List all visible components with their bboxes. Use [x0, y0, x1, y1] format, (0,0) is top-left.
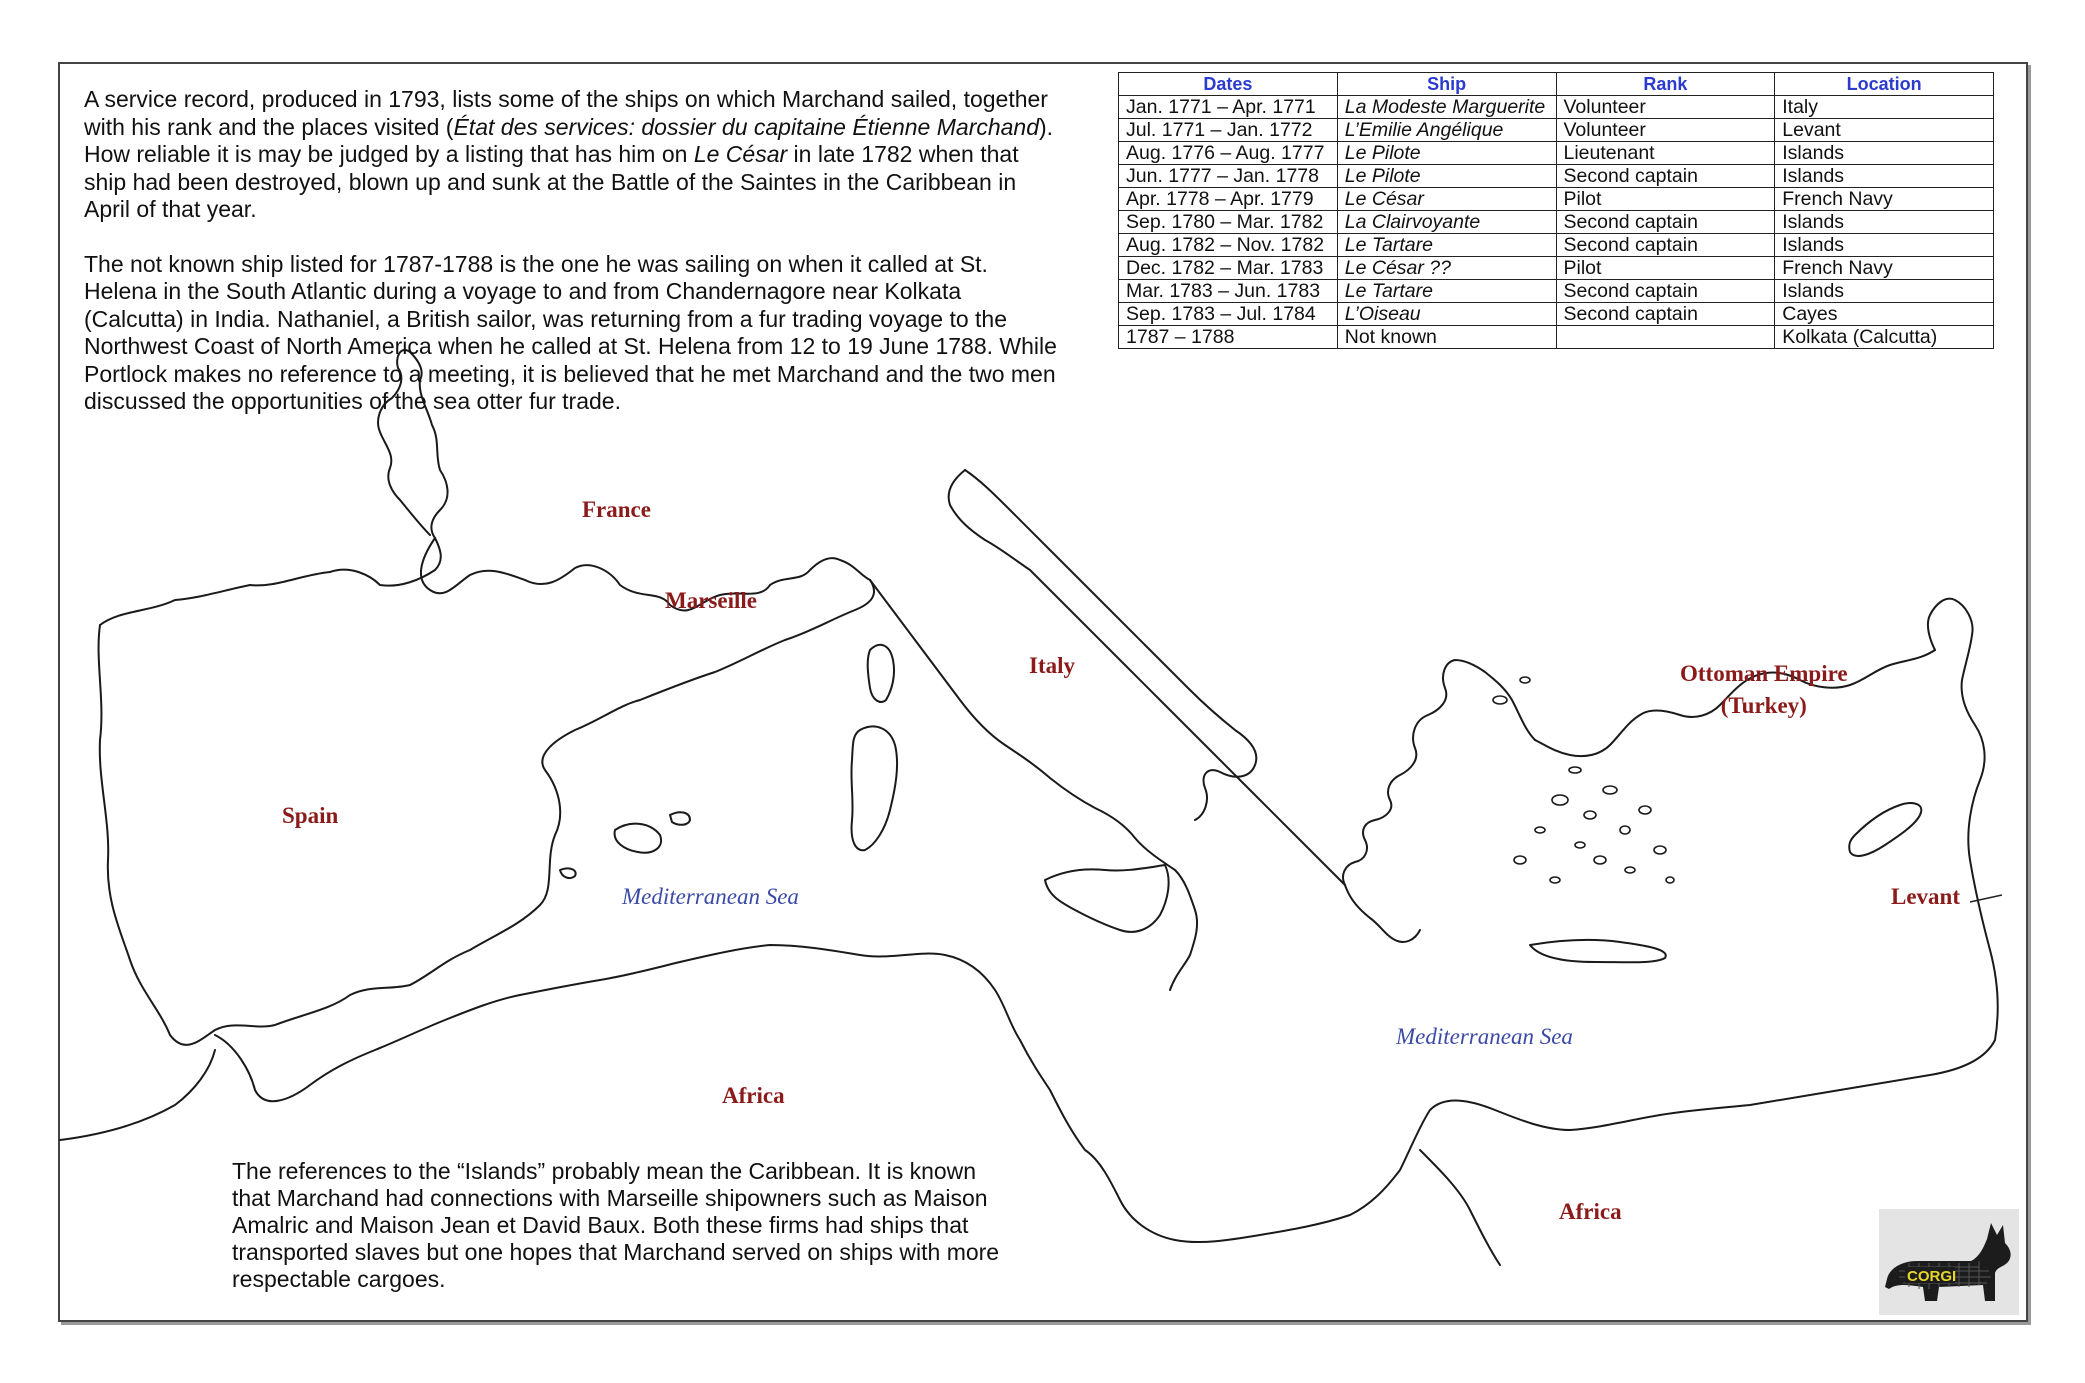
cell-dates: Jul. 1771 – Jan. 1772 [1119, 119, 1338, 142]
table-row [1119, 326, 1994, 349]
label-spain: Spain [282, 803, 339, 828]
table-row [1119, 142, 1994, 165]
cell-location: Italy [1775, 96, 1994, 119]
table-row [1119, 280, 1994, 303]
table-row [1119, 165, 1994, 188]
label-ottoman-empire [1680, 658, 1848, 722]
intro-p1-part: ). How reliable it is may be judged by a listing that has him on [84, 113, 1054, 167]
intro-p1-part: État des services: dossier du capitaine Étienne Marchand [453, 113, 1040, 140]
cell-ship: L’Emilie Angélique [1337, 119, 1556, 142]
table-row [1119, 211, 1994, 234]
cell-dates: Aug. 1782 – Nov. 1782 [1119, 234, 1338, 257]
label-africa-east: Africa [1559, 1199, 1622, 1224]
cell-dates: Mar. 1783 – Jun. 1783 [1119, 280, 1338, 303]
service-record-table [1118, 72, 1994, 349]
cell-dates: Jun. 1777 – Jan. 1778 [1119, 165, 1338, 188]
coastline-balkans [1343, 660, 1535, 885]
coastline-adriatic [949, 470, 1345, 885]
table-row [1119, 188, 1994, 211]
cell-ship: Le Tartare [1337, 280, 1556, 303]
label-ottoman-line2: (Turkey) [1720, 693, 1807, 718]
coastline-north-africa [215, 945, 1020, 1101]
cell-rank: Volunteer [1556, 96, 1775, 119]
cell-dates: Apr. 1778 – Apr. 1779 [1119, 188, 1338, 211]
label-italy: Italy [1029, 653, 1075, 678]
intro-p1-part: Le César [693, 141, 788, 167]
cell-dates: 1787 – 1788 [1119, 326, 1338, 349]
corgi-dog-icon [1879, 1209, 2019, 1315]
cell-rank: Pilot [1556, 188, 1775, 211]
cell-rank: Second captain [1556, 165, 1775, 188]
label-sea-west: Mediterranean Sea [622, 884, 799, 909]
logo-text: CORGI [1907, 1268, 1957, 1285]
cell-rank: Pilot [1556, 257, 1775, 280]
table-row [1119, 234, 1994, 257]
table-row [1119, 96, 1994, 119]
table-row [1119, 119, 1994, 142]
cell-rank: Second captain [1556, 303, 1775, 326]
cell-ship: Le César [1337, 188, 1556, 211]
table-row [1119, 303, 1994, 326]
cell-ship: Le Tartare [1337, 234, 1556, 257]
cell-rank: Volunteer [1556, 119, 1775, 142]
island-mallorca [615, 824, 662, 853]
cell-location: Islands [1775, 211, 1994, 234]
cell-location: Islands [1775, 280, 1994, 303]
cell-dates: Sep. 1783 – Jul. 1784 [1119, 303, 1338, 326]
cell-location: Cayes [1775, 303, 1994, 326]
cell-ship: La Modeste Marguerite [1337, 96, 1556, 119]
table-header-row [1119, 73, 1994, 96]
cell-location: Islands [1775, 142, 1994, 165]
cell-dates: Aug. 1776 – Aug. 1777 [1119, 142, 1338, 165]
cell-rank: Second captain [1556, 280, 1775, 303]
cell-location: French Navy [1775, 257, 1994, 280]
cell-location: Kolkata (Calcutta) [1775, 326, 1994, 349]
intro-paragraph-2: The not known ship listed for 1787-1788 is the one he was sailing on when it called at St. Helena in the South Atlantic during a voyage to and from Chandernagore near Kolkata (Calcutta) in India. Nathaniel, a British sailor, was returning from a fur trading voyage to the Northwest Coast of North America when he called at St. Helena from 12 to 19 June 1788. While Portlock makes no reference to a meeting, it is believed that he met Marchand and the two men discussed the opportunities of the sea otter fur trade. [84, 250, 1057, 414]
label-france: France [582, 497, 651, 522]
header-ship: Ship [1337, 73, 1556, 96]
label-ottoman-line1: Ottoman Empire [1680, 661, 1848, 686]
cell-ship: L’Oiseau [1337, 303, 1556, 326]
intro-p1-part: in late 1782 when that ship had been destroyed, blown up and sunk at the Battle of the Saintes in the Caribbean in April of that year. [84, 141, 1019, 222]
cell-ship: Not known [1337, 326, 1556, 349]
island-sicily [1045, 865, 1169, 932]
cell-rank: Second captain [1556, 211, 1775, 234]
cell-location: Levant [1775, 119, 1994, 142]
coastline-libya-egypt [1020, 1040, 1995, 1242]
cell-dates: Sep. 1780 – Mar. 1782 [1119, 211, 1338, 234]
bottom-note: The references to the “Islands” probably mean the Caribbean. It is known that Marchand had connections with Marseille shipowners such as Maison Amalric and Maison Jean et David Baux. Both these firms had ships that transported slaves but one hopes that Marchand served on ships with more respectable cargoes. [232, 1158, 1000, 1292]
cell-dates: Dec. 1782 – Mar. 1783 [1119, 257, 1338, 280]
cell-rank: Lieutenant [1556, 142, 1775, 165]
table-body [1119, 96, 1994, 349]
intro-text [84, 86, 1064, 443]
cell-location: Islands [1775, 165, 1994, 188]
cell-location: Islands [1775, 234, 1994, 257]
intro-p1-part: A service record, produced in 1793, lists some of the ships on which Marchand sailed, together with his rank and the places visited ( [84, 86, 1048, 140]
cell-rank [1556, 326, 1775, 349]
cell-location: French Navy [1775, 188, 1994, 211]
island-corsica [868, 645, 894, 702]
coastline-spain [99, 580, 874, 1045]
cell-ship: Le Pilote [1337, 142, 1556, 165]
cell-ship: Le Pilote [1337, 165, 1556, 188]
levant-pointer [1970, 895, 2002, 902]
header-rank: Rank [1556, 73, 1775, 96]
island-sardinia [851, 726, 897, 850]
label-sea-east: Mediterranean Sea [1396, 1024, 1573, 1049]
island-cyprus [1849, 803, 1921, 856]
coastline-levant [1928, 599, 1998, 1040]
island-crete [1530, 940, 1666, 962]
coastline-italy [870, 580, 1197, 990]
label-levant: Levant [1891, 884, 1960, 909]
cell-ship: Le César ?? [1337, 257, 1556, 280]
table-row [1119, 257, 1994, 280]
label-africa-west: Africa [722, 1083, 785, 1108]
cell-rank: Second captain [1556, 234, 1775, 257]
header-location: Location [1775, 73, 1994, 96]
cell-ship: La Clairvoyante [1337, 211, 1556, 234]
label-marseille: Marseille [665, 588, 757, 613]
header-dates: Dates [1119, 73, 1338, 96]
intro-paragraph-1 [84, 86, 1064, 224]
cell-dates: Jan. 1771 – Apr. 1771 [1119, 96, 1338, 119]
